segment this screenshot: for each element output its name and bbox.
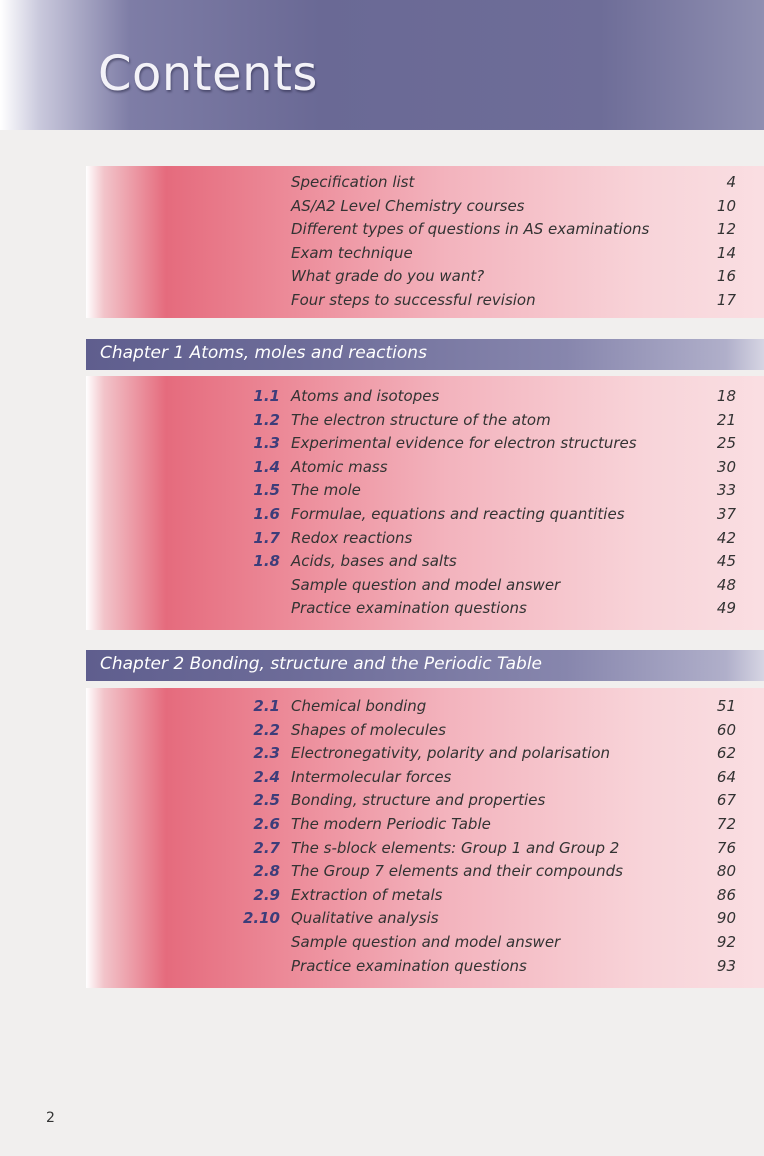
chapter-1-band <box>86 339 764 370</box>
toc-row <box>0 957 764 980</box>
toc-row <box>0 173 764 196</box>
toc-row <box>0 291 764 314</box>
entry-page: 30 <box>716 457 736 476</box>
section-number: 2.8 <box>253 862 280 881</box>
toc-row <box>0 552 764 575</box>
toc-row <box>0 791 764 814</box>
page-number: 2 <box>46 1110 55 1126</box>
section-number: 2.10 <box>242 909 280 928</box>
section-number: 2.5 <box>253 791 280 810</box>
entry-title: Sample question and model answer <box>291 933 561 951</box>
entry-title: Shapes of molecules <box>291 720 446 739</box>
toc-row <box>0 909 764 932</box>
entry-title: Practice examination questions <box>291 599 527 618</box>
entry-title: Acids, bases and salts <box>291 552 457 571</box>
toc-row <box>0 815 764 838</box>
chapter-1-heading: Chapter 1 Atoms, moles and reactions <box>100 343 427 363</box>
toc-row <box>0 721 764 744</box>
section-number: 1.6 <box>253 505 280 523</box>
toc-row <box>0 197 764 220</box>
section-number: 2.6 <box>253 815 280 833</box>
entry-title: Sample question and model answer <box>291 575 561 594</box>
entry-title: Chemical bonding <box>291 697 427 715</box>
entry-title: What grade do you want? <box>291 267 485 286</box>
toc-row <box>0 481 764 504</box>
entry-title: Intermolecular forces <box>291 767 452 786</box>
toc-row <box>0 839 764 862</box>
entry-title: Redox reactions <box>291 528 413 547</box>
section-number: 2.1 <box>253 697 280 715</box>
chapter-2-heading: Chapter 2 Bonding, structure and the Periodic Table <box>100 654 543 674</box>
toc-row <box>0 387 764 410</box>
entry-title: Experimental evidence for electron structures <box>291 434 637 453</box>
entry-page: 62 <box>716 744 736 763</box>
entry-page: 4 <box>726 173 736 191</box>
section-number: 2.7 <box>253 838 280 857</box>
entry-page: 86 <box>716 885 736 904</box>
entry-page: 10 <box>716 196 736 215</box>
chapter-2-band <box>86 650 764 681</box>
entry-title: Extraction of metals <box>291 885 443 904</box>
toc-row <box>0 744 764 767</box>
toc-row <box>0 458 764 481</box>
entry-page: 16 <box>716 267 736 286</box>
toc-row <box>0 244 764 267</box>
entry-page: 72 <box>716 815 736 833</box>
entry-title: Four steps to successful revision <box>291 291 536 309</box>
entry-title: The mole <box>291 481 361 500</box>
toc-row <box>0 505 764 528</box>
entry-page: 67 <box>716 791 736 810</box>
entry-title: Atomic mass <box>291 457 388 476</box>
entry-title: Practice examination questions <box>291 956 527 975</box>
entry-page: 12 <box>716 220 736 239</box>
entry-page: 49 <box>716 599 736 618</box>
page-title: Contents <box>98 46 318 102</box>
entry-page: 64 <box>716 767 736 786</box>
toc-row <box>0 529 764 552</box>
entry-page: 14 <box>716 243 736 262</box>
section-number: 2.3 <box>253 744 280 763</box>
entry-page: 21 <box>716 410 736 429</box>
entry-page: 48 <box>716 575 736 594</box>
toc-row <box>0 220 764 243</box>
entry-page: 37 <box>716 505 736 523</box>
toc-row <box>0 599 764 622</box>
section-number: 1.8 <box>253 552 280 571</box>
entry-page: 80 <box>716 862 736 881</box>
entry-title: The electron structure of the atom <box>291 410 551 429</box>
entry-page: 17 <box>716 291 736 309</box>
entry-title: Electronegativity, polarity and polarisation <box>291 744 611 763</box>
section-number: 2.4 <box>253 767 280 786</box>
toc-row <box>0 267 764 290</box>
toc-row <box>0 862 764 885</box>
entry-page: 33 <box>716 481 736 500</box>
entry-title: The s-block elements: Group 1 and Group 2 <box>291 838 620 857</box>
entry-page: 18 <box>716 387 736 405</box>
entry-title: AS/A2 Level Chemistry courses <box>291 196 525 215</box>
entry-page: 42 <box>716 528 736 547</box>
entry-page: 90 <box>716 909 736 928</box>
entry-title: The Group 7 elements and their compounds <box>291 862 623 881</box>
toc-row <box>0 886 764 909</box>
toc-row <box>0 411 764 434</box>
entry-title: Qualitative analysis <box>291 909 439 928</box>
entry-title: Different types of questions in AS examinations <box>291 220 650 239</box>
section-number: 1.4 <box>253 457 280 476</box>
entry-title: Specification list <box>291 173 415 191</box>
toc-row <box>0 576 764 599</box>
entry-page: 45 <box>716 552 736 571</box>
entry-page: 51 <box>716 697 736 715</box>
section-number: 2.9 <box>253 885 280 904</box>
section-number: 1.5 <box>253 481 280 500</box>
section-number: 1.2 <box>253 410 280 429</box>
entry-page: 76 <box>716 838 736 857</box>
toc-row <box>0 768 764 791</box>
entry-title: Atoms and isotopes <box>291 387 440 405</box>
entry-page: 60 <box>716 720 736 739</box>
entry-page: 92 <box>716 933 736 951</box>
section-number: 1.7 <box>253 528 280 547</box>
entry-page: 25 <box>716 434 736 453</box>
toc-row <box>0 697 764 720</box>
toc-row <box>0 434 764 457</box>
entry-page: 93 <box>716 956 736 975</box>
entry-title: The modern Periodic Table <box>291 815 491 833</box>
section-number: 1.3 <box>253 434 280 453</box>
entry-title: Bonding, structure and properties <box>291 791 546 810</box>
section-number: 2.2 <box>253 720 280 739</box>
entry-title: Formulae, equations and reacting quantities <box>291 505 625 523</box>
toc-row <box>0 933 764 956</box>
entry-title: Exam technique <box>291 243 413 262</box>
section-number: 1.1 <box>253 387 280 405</box>
